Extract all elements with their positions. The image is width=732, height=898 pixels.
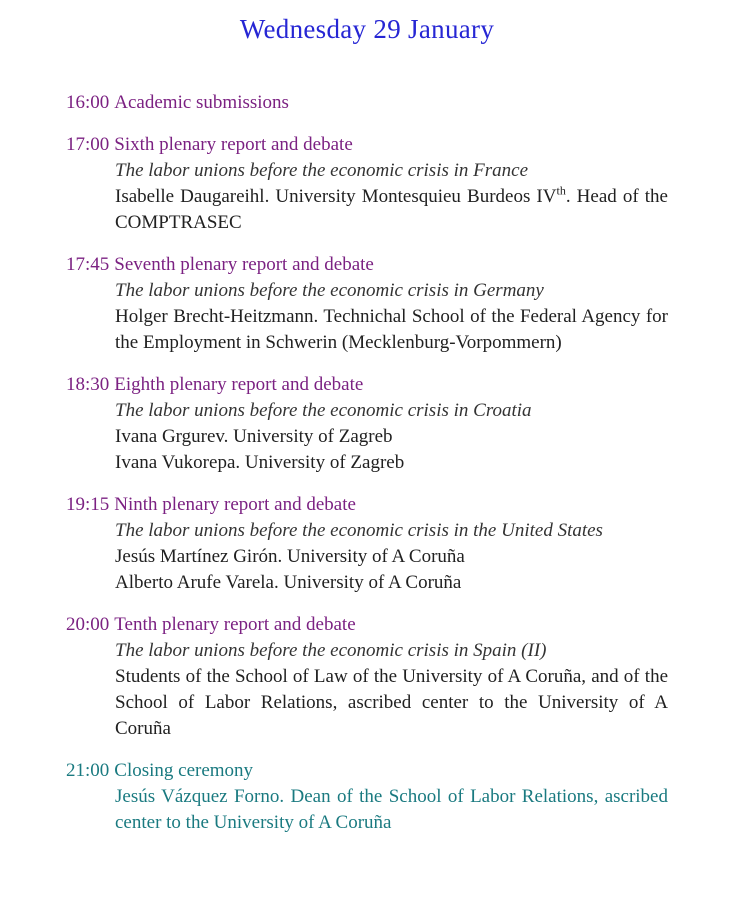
session-eighth-plenary <box>66 372 668 476</box>
session-heading <box>66 758 668 784</box>
speaker-text: . Head of the COMPTRASEC <box>115 186 668 233</box>
speaker-line: Ivana Grgurev. University of Zagreb <box>115 426 393 447</box>
session-topic: The labor unions before the economic crisis in the United States <box>115 520 603 541</box>
session-topic: The labor unions before the economic crisis in France <box>115 160 529 181</box>
session-title: Sixth plenary report and debate <box>114 134 353 155</box>
session-heading <box>66 612 668 638</box>
session-title: Tenth plenary report and debate <box>114 614 356 635</box>
session-tenth-plenary <box>66 612 668 742</box>
session-seventh-plenary <box>66 252 668 356</box>
session-time: 21:00 <box>66 760 110 781</box>
session-topic: The labor unions before the economic crisis in Spain (II) <box>115 640 547 661</box>
session-body <box>115 398 668 476</box>
speaker-line: Holger Brecht-Heitzmann. Technichal School of the Federal Agency for the Employment in Schwerin (Mecklenburg-Vorpommern) <box>115 306 668 353</box>
speaker-text: Isabelle Daugareihl. University Montesquieu Burdeos IV <box>115 186 557 207</box>
session-time: 19:15 <box>66 494 110 515</box>
session-body <box>115 784 668 836</box>
session-heading <box>66 252 668 278</box>
session-body <box>115 518 668 596</box>
session-heading <box>66 492 668 518</box>
session-body <box>115 638 668 742</box>
page-title: Wednesday 29 January <box>239 14 495 44</box>
speaker-line: Ivana Vukorepa. University of Zagreb <box>115 452 405 473</box>
session-heading <box>66 90 668 116</box>
session-topic: The labor unions before the economic crisis in Croatia <box>115 400 532 421</box>
speaker-line: Alberto Arufe Varela. University of A Coruña <box>115 572 462 593</box>
session-time: 20:00 <box>66 614 110 635</box>
session-academic-submissions <box>66 90 668 116</box>
session-closing-ceremony <box>66 758 668 836</box>
session-title: Academic submissions <box>114 92 289 113</box>
session-title: Closing ceremony <box>114 760 254 781</box>
session-heading <box>66 132 668 158</box>
session-heading <box>66 372 668 398</box>
speaker-line: Jesús Martínez Girón. University of A Coruña <box>115 546 465 567</box>
speaker-line: Jesús Vázquez Forno. Dean of the School of Labor Relations, ascribed center to the University of A Coruña <box>115 786 668 833</box>
session-title: Ninth plenary report and debate <box>114 494 356 515</box>
session-time: 16:00 <box>66 92 110 113</box>
speaker-line <box>115 184 668 236</box>
session-body <box>115 158 668 236</box>
ordinal-superscript: th <box>556 183 566 198</box>
session-time: 17:00 <box>66 134 110 155</box>
session-ninth-plenary <box>66 492 668 596</box>
session-title: Eighth plenary report and debate <box>114 374 364 395</box>
session-time: 17:45 <box>66 254 110 275</box>
session-topic: The labor unions before the economic crisis in Germany <box>115 280 544 301</box>
session-time: 18:30 <box>66 374 110 395</box>
session-body <box>115 278 668 356</box>
session-sixth-plenary <box>66 132 668 236</box>
speaker-line: Students of the School of Law of the University of A Coruña, and of the School of Labor Relations, ascribed center to the University of A Coruña <box>115 666 668 739</box>
session-title: Seventh plenary report and debate <box>114 254 374 275</box>
